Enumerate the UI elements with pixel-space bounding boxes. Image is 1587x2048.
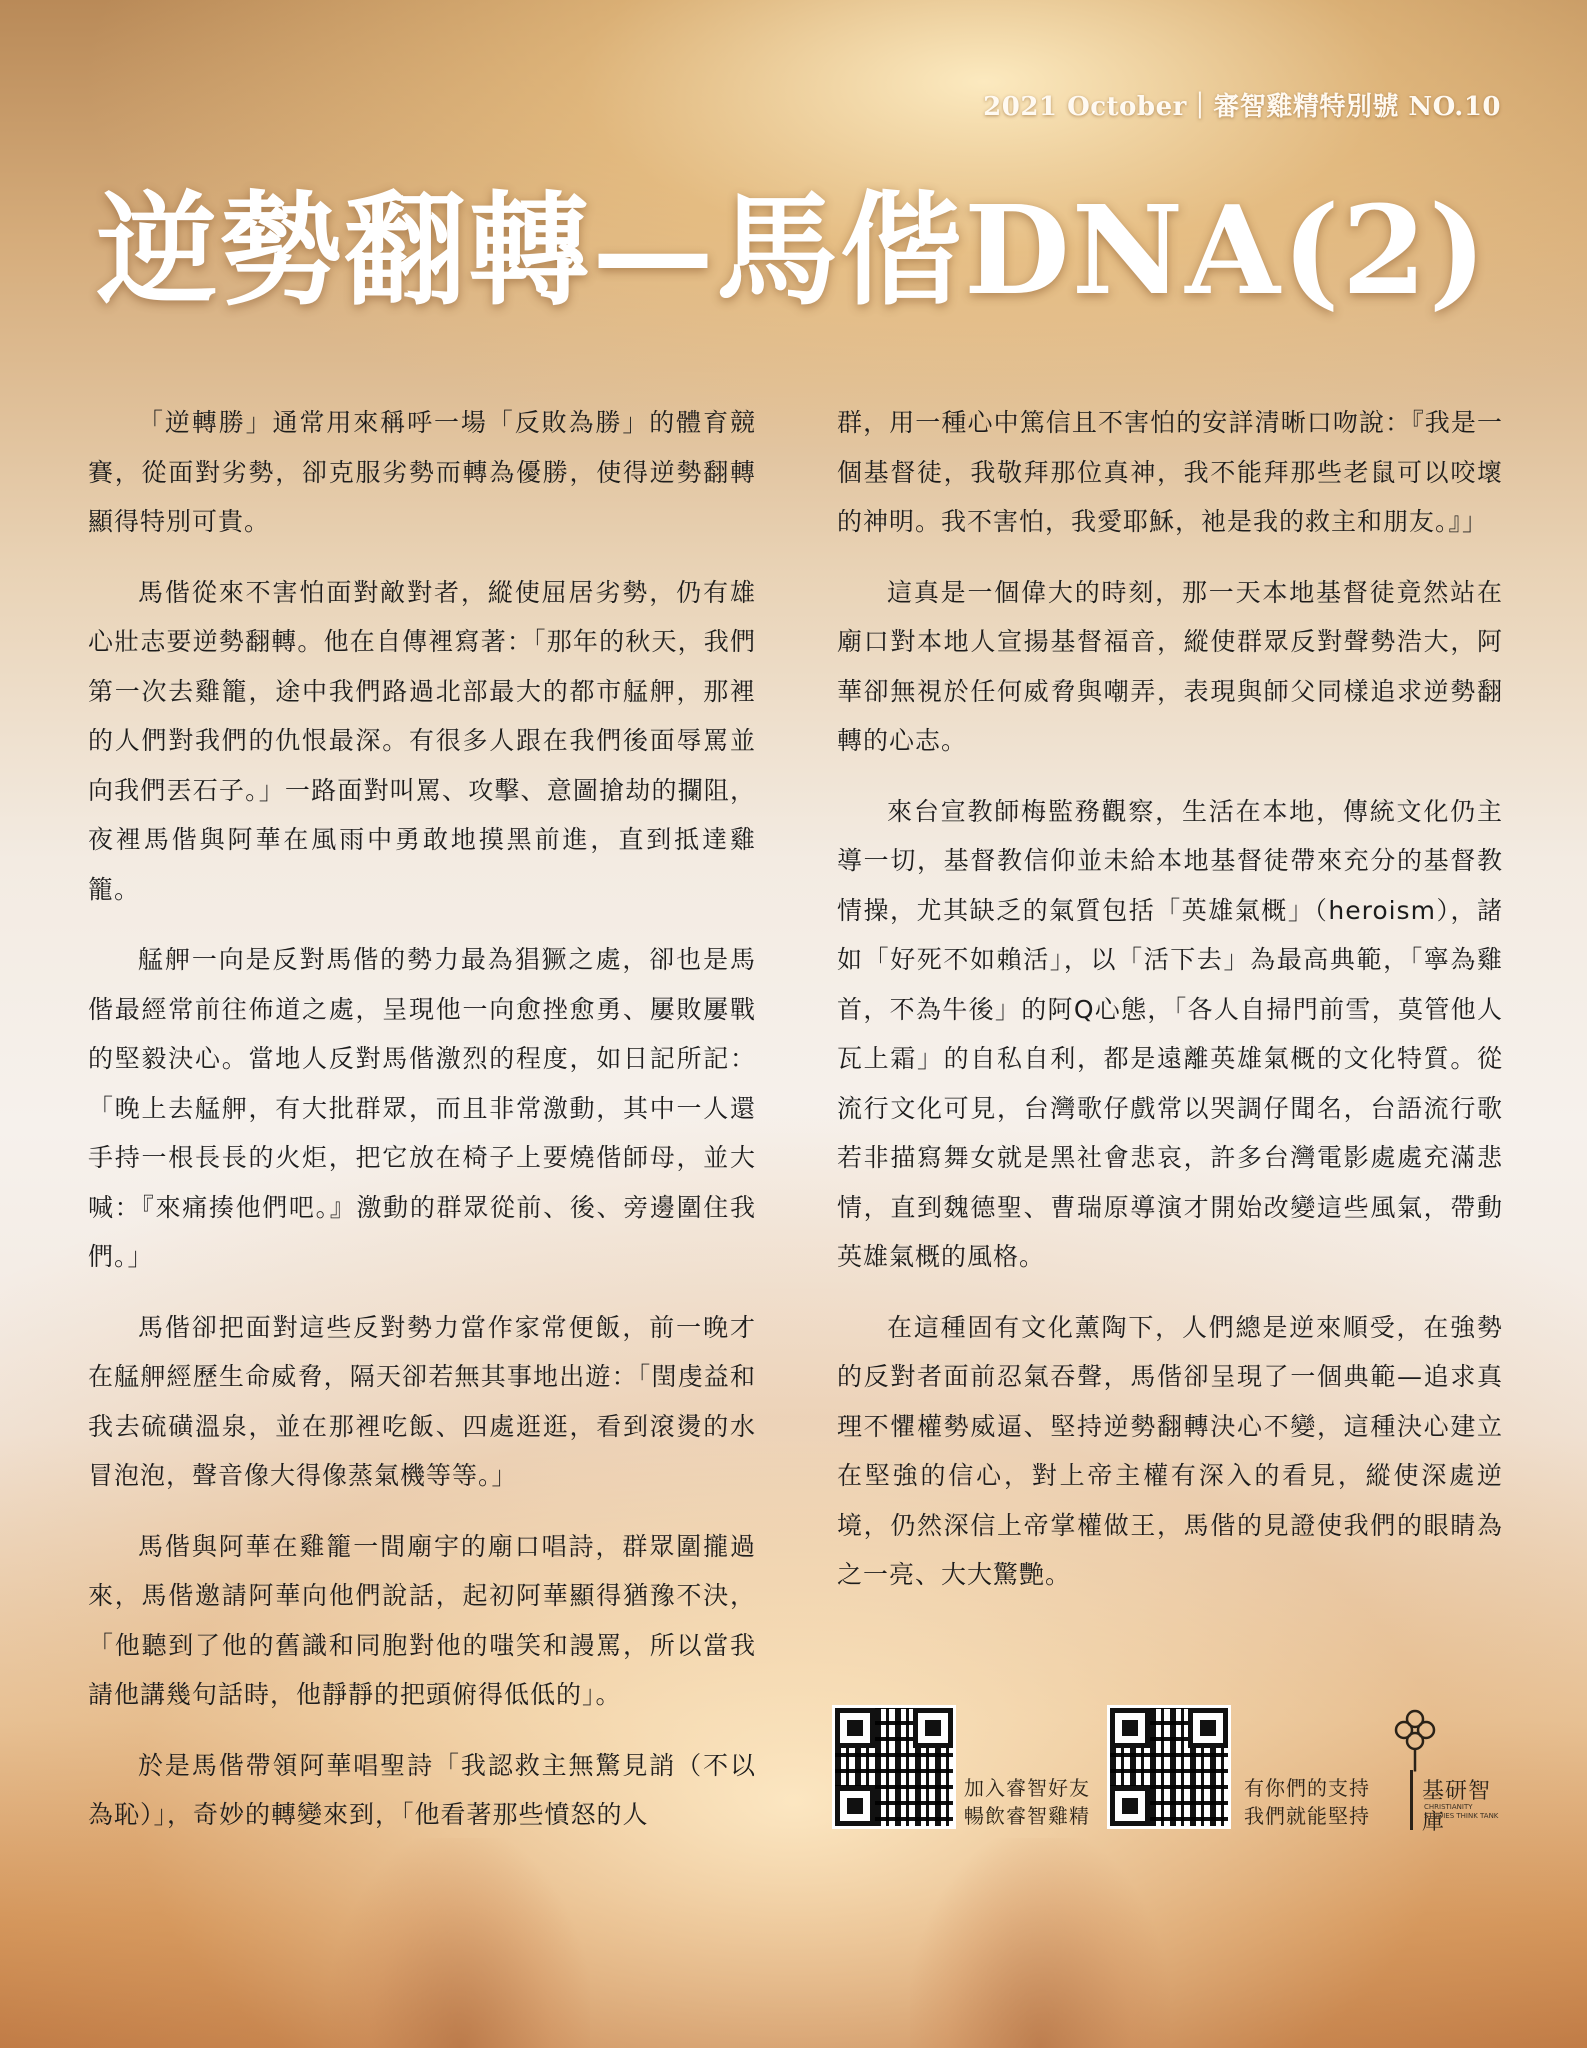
qr-code-line-friend[interactable] — [835, 1708, 953, 1826]
page-title: 逆勢翻轉—馬偕DNA(2) — [96, 178, 1489, 322]
logo-divider — [1410, 1770, 1413, 1830]
paragraph: 這真是一個偉大的時刻，那一天本地基督徒竟然站在廟口對本地人宣揚基督福音，縱使群眾反對聲勢浩大，阿華卻無視於任何威脅與嘲弄，表現與師父同樣追求逆勢翻轉的心志。 — [837, 577, 1503, 755]
paragraph: 「逆轉勝」通常用來稱呼一場「反敗為勝」的體育競賽，從面對劣勢，卻克服劣勢而轉為優勝，使得逆勢翻轉顯得特別可貴。 — [88, 408, 756, 536]
paragraph: 艋舺一向是反對馬偕的勢力最為猖獗之處，卻也是馬偕最經常前往佈道之處，呈現他一向愈挫愈勇、屢敗屢戰的堅毅決心。當地人反對馬偕激烈的程度，如日記所記：「晚上去艋舺，有大批群眾，而且非常激動，其中一人還手持一根長長的火炬，把它放在椅子上要燒偕師母，並大喊：『來痛揍他們吧。』激動的群眾從前、後、旁邊圍住我們。」 — [88, 945, 756, 1271]
paragraph: 馬偕從來不害怕面對敵對者，縱使屈居劣勢，仍有雄心壯志要逆勢翻轉。他在自傳裡寫著：「那年的秋天，我們第一次去雞籠，途中我們路過北部最大的都市艋舺，那裡的人們對我們的仇恨最深。有很多人跟在我們後面辱罵並向我們丟石子。」一路面對叫罵、攻擊、意圖搶劫的攔阻，夜裡馬偕與阿華在風雨中勇敢地摸黑前進，直到抵達雞籠。 — [88, 577, 756, 904]
qr2-caption: 有你們的支持 我們就能堅持 — [1244, 1776, 1370, 1828]
paragraph: 馬偕卻把面對這些反對勢力當作家常便飯，前一晚才在艋舺經歷生命威脅，隔天卻若無其事地出遊：「閏虔益和我去硫磺溫泉，並在那裡吃飯、四處逛逛，看到滾燙的水冒泡泡，聲音像大得像蒸氣機等等。」 — [88, 1312, 756, 1490]
right-column — [837, 398, 1503, 1621]
logo-name: 基研智庫 — [1422, 1779, 1492, 1835]
logo-subtitle: CHRISTIANITY STUDIES THINK TANK — [1424, 1803, 1499, 1820]
issue-line: 2021 October｜審智雞精特別號 NO.10 — [983, 92, 1501, 122]
hand-right-decoration — [910, 1838, 1170, 2048]
paragraph: 在這種固有文化薰陶下，人們總是逆來順受，在強勢的反對者面前忍氣吞聲，馬偕卻呈現了一個典範—追求真理不懼權勢威逼、堅持逆勢翻轉決心不變，這種決心建立在堅強的信心，對上帝主權有深入的看見，縱使深處逆境，仍然深信上帝掌權做王，馬偕的見證使我們的眼睛為之一亮、大大驚艷。 — [837, 1312, 1503, 1589]
qr-code-support[interactable] — [1110, 1708, 1228, 1826]
paragraph-continuation: 群，用一種心中篤信且不害怕的安詳清晰口吻說：『我是一個基督徒，我敬拜那位真神，我不能拜那些老鼠可以咬壞的神明。我不害怕，我愛耶穌，祂是我的救主和朋友。』」 — [837, 408, 1503, 536]
knot-logo-icon — [1380, 1704, 1450, 1774]
hand-left-decoration — [330, 1838, 590, 2048]
paragraph: 來台宣教師梅監務觀察，生活在本地，傳統文化仍主導一切，基督教信仰並未給本地基督徒帶來充分的基督教情操，尤其缺乏的氣質包括「英雄氣概」（heroism），諸如「好死不如賴活」，以「活下去」為最高典範，「寧為雞首，不為牛後」的阿Q心態，「各人自掃門前雪，莫管他人瓦上霜」的自私自利，都是遠離英雄氣概的文化特質。從流行文化可見，台灣歌仔戲常以哭調仔聞名，台語流行歌若非描寫舞女就是黑社會悲哀，許多台灣電影處處充滿悲情，直到魏德聖、曹瑞原導演才開始改變這些風氣，帶動英雄氣概的風格。 — [837, 796, 1503, 1271]
paragraph: 馬偕與阿華在雞籠一間廟宇的廟口唱詩，群眾圍攏過來，馬偕邀請阿華向他們說話，起初阿華顯得猶豫不決，「他聽到了他的舊識和同胞對他的嗤笑和謾罵，所以當我請他講幾句話時，他靜靜的把頭俯得低低的」。 — [88, 1531, 756, 1709]
paragraph: 於是馬偕帶領阿華唱聖詩「我認救主無驚見誚（不以為恥）」，奇妙的轉變來到，「他看著那些憤怒的人 — [88, 1750, 756, 1829]
left-column — [88, 398, 756, 1861]
footer — [832, 1708, 1512, 1838]
qr1-caption: 加入睿智好友 暢飲睿智雞精 — [964, 1776, 1090, 1828]
